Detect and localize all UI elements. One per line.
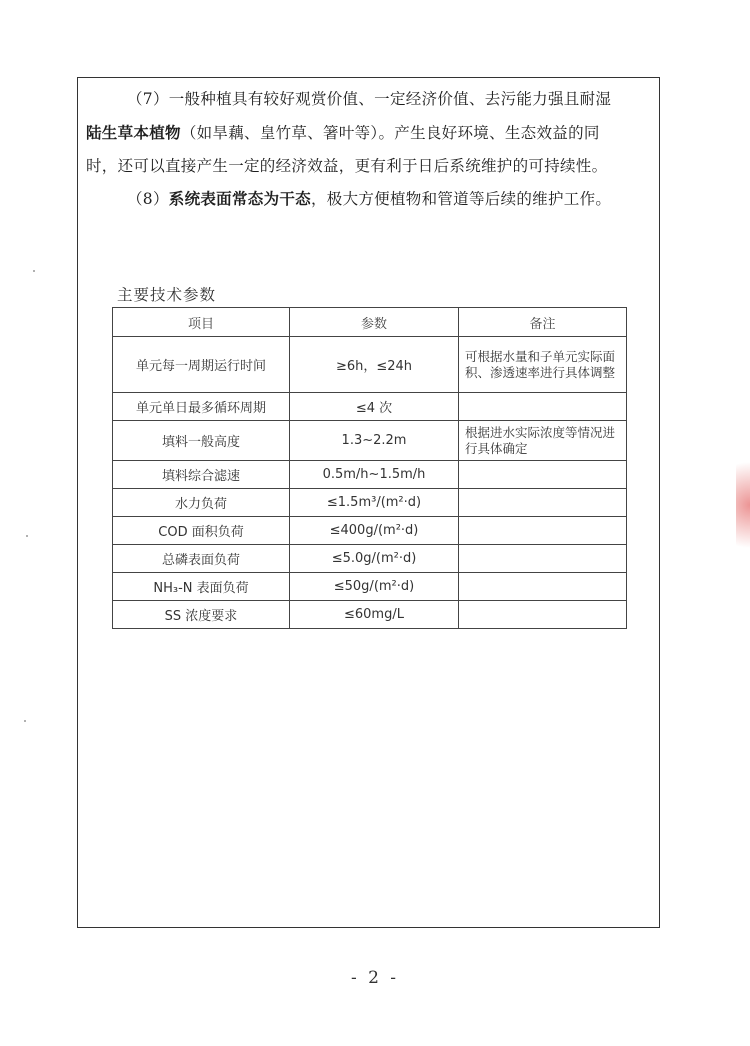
cell-param: ≤60mg/L <box>290 601 459 629</box>
paragraph-7-bold-term: 陆生草本植物 <box>86 123 181 142</box>
paragraph-8-text: ，极大方便植物和管道等后续的维护工作。 <box>310 190 612 208</box>
paragraph-7-line-3: 时，还可以直接产生一定的经济效益，更有利于日后系统维护的可持续性。 <box>86 157 608 175</box>
cell-param: ≤50g/(m²·d) <box>290 573 459 601</box>
cell-note <box>459 489 627 517</box>
cell-param: 0.5m/h~1.5m/h <box>290 461 459 489</box>
cell-param: ≤1.5m³/(m²·d) <box>290 489 459 517</box>
scan-speck <box>26 535 28 537</box>
scan-speck <box>33 270 35 272</box>
paragraph-8 <box>86 182 699 216</box>
table-row <box>113 545 627 573</box>
table-header-row <box>113 308 627 337</box>
cell-item: 水力负荷 <box>113 489 290 517</box>
cell-item: COD 面积负荷 <box>113 517 290 545</box>
cell-note <box>459 517 627 545</box>
cell-note <box>459 461 627 489</box>
cell-param: ≤400g/(m²·d) <box>290 517 459 545</box>
table-row <box>113 393 627 421</box>
header-item: 项目 <box>113 308 290 337</box>
cell-item: 单元每一周期运行时间 <box>113 337 290 393</box>
paragraph-7-line-2-text: （如旱藕、皇竹草、箸叶等）。产生良好环境、生态效益的同 <box>180 124 600 142</box>
scan-speck <box>24 720 26 722</box>
paragraph-7 <box>86 83 658 183</box>
cell-note <box>459 393 627 421</box>
cell-item: 填料综合滤速 <box>113 461 290 489</box>
cell-note: 可根据水量和子单元实际面积、渗透速率进行具体调整 <box>459 337 627 393</box>
table-caption: 主要技术参数 <box>117 286 217 304</box>
cell-param: ≤4 次 <box>290 393 459 421</box>
cell-note <box>459 573 627 601</box>
cell-item: NH₃-N 表面负荷 <box>113 573 290 601</box>
header-note: 备注 <box>459 308 627 337</box>
parameter-table <box>112 307 627 629</box>
cell-item: 总磷表面负荷 <box>113 545 290 573</box>
paragraph-7-line-2 <box>86 116 658 150</box>
paragraph-7-line-1: （7）一般种植具有较好观赏价值、一定经济价值、去污能力强且耐湿 <box>127 90 612 108</box>
cell-note <box>459 545 627 573</box>
cell-note: 根据进水实际浓度等情况进行具体确定 <box>459 421 627 461</box>
paragraph-8-bold-term: 系统表面常态为干态 <box>168 189 311 208</box>
table-row <box>113 461 627 489</box>
page-number: - 2 - <box>350 968 400 988</box>
table-row <box>113 517 627 545</box>
cell-item: 填料一般高度 <box>113 421 290 461</box>
table-row <box>113 421 627 461</box>
table-row <box>113 489 627 517</box>
table-row <box>113 601 627 629</box>
paragraph-8-prefix: （8） <box>127 190 169 208</box>
cell-param: ≥6h，≤24h <box>290 337 459 393</box>
cell-note <box>459 601 627 629</box>
cell-param: ≤5.0g/(m²·d) <box>290 545 459 573</box>
table-row <box>113 573 627 601</box>
cell-item: SS 浓度要求 <box>113 601 290 629</box>
red-stamp-edge <box>736 445 750 565</box>
cell-item: 单元单日最多循环周期 <box>113 393 290 421</box>
table-row <box>113 337 627 393</box>
header-param: 参数 <box>290 308 459 337</box>
cell-param: 1.3~2.2m <box>290 421 459 461</box>
